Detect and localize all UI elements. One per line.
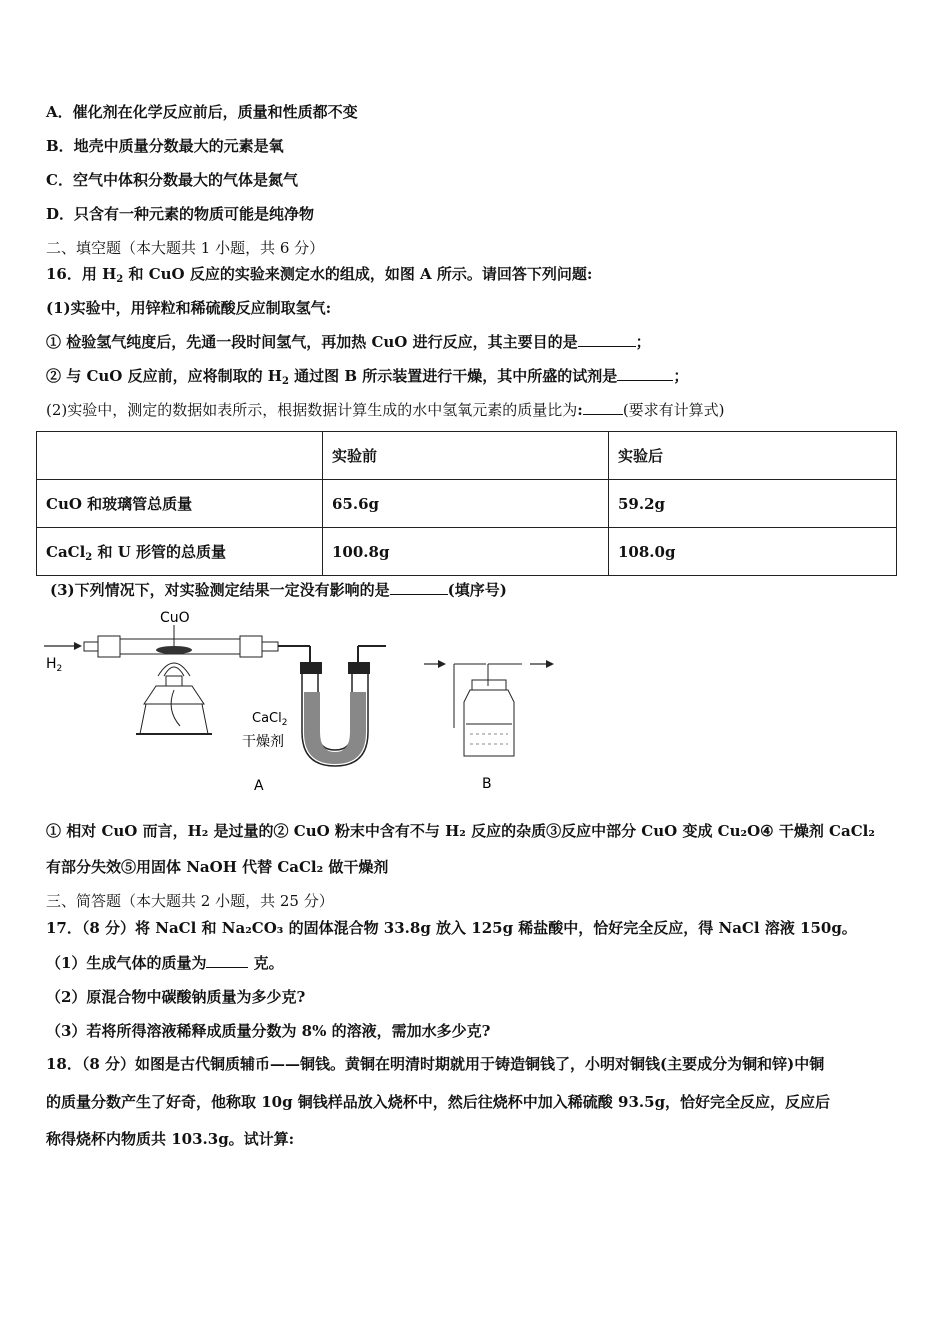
table-row xyxy=(37,432,897,480)
question-17-part2: （2）原混合物中碳酸钠质量为多少克? xyxy=(46,988,306,1006)
table-cell: 59.2g xyxy=(609,480,897,528)
question-16-part1a: ① 检验氢气纯度后，先通一段时间氢气，再加热 CuO 进行反应，其主要目的是 ； xyxy=(46,333,651,351)
label-b: B xyxy=(482,776,492,792)
question-18-line-1: 18．（8 分）如图是古代铜质辅币——铜钱。黄铜在明清时期就用于铸造铜钱了，小明对铜钱(主要成分为铜和锌)中铜 xyxy=(46,1055,825,1073)
table-cell: 65.6g xyxy=(323,480,609,528)
question-18-line-3: 称得烧杯内物质共 103.3g。试计算: xyxy=(46,1130,295,1148)
table-cell: 实验后 xyxy=(609,432,897,480)
data-table xyxy=(36,431,897,576)
table-cell: 实验前 xyxy=(323,432,609,480)
desiccant-label: 干燥剂 xyxy=(242,734,284,750)
table-cell: CuO 和玻璃管总质量 xyxy=(37,480,323,528)
table-row xyxy=(37,480,897,528)
answer-blank[interactable] xyxy=(206,953,248,968)
option-a: A．催化剂在化学反应前后，质量和性质都不变 xyxy=(46,103,358,121)
option-b: B．地壳中质量分数最大的元素是氧 xyxy=(46,137,284,155)
table-cell: 100.8g xyxy=(323,528,609,576)
question-16-part1: (1)实验中，用锌粒和稀硫酸反应制取氢气: xyxy=(46,299,332,317)
cacl2-label: CaCl$_2$ xyxy=(252,711,288,728)
question-17-part3: （3）若将所得溶液稀释成质量分数为 8% 的溶液，需加水多少克? xyxy=(46,1022,491,1040)
question-18-line-2: 的质量分数产生了好奇，他称取 10g 铜钱样品放入烧杯中，然后往烧杯中加入稀硫酸 93.5g，恰好完全反应，反应后 xyxy=(46,1093,831,1111)
answer-blank[interactable] xyxy=(583,400,623,415)
section3-heading: 三、简答题（本大题共 2 小题，共 25 分） xyxy=(46,892,334,910)
table-cell: CaCl$_2$ 和 U 形管的总质量 xyxy=(37,528,323,576)
section2-heading: 二、填空题（本大题共 1 小题，共 6 分） xyxy=(46,239,325,257)
question-16-part2: (2)实验中，测定的数据如表所示，根据数据计算生成的水中氢氧元素的质量比为: (要求有计算式) xyxy=(46,401,725,419)
cuo-label: CuO xyxy=(160,610,190,626)
question-17-part1: （1）生成气体的质量为 克。 xyxy=(46,954,284,972)
option-d: D．只含有一种元素的物质可能是纯净物 xyxy=(46,205,315,223)
table-cell: 108.0g xyxy=(609,528,897,576)
table-cell xyxy=(37,432,323,480)
answer-blank[interactable] xyxy=(390,580,448,595)
question-16-part3: (3)下列情况下，对实验测定结果一定没有影响的是 (填序号) xyxy=(50,581,507,599)
option-c: C．空气中体积分数最大的气体是氮气 xyxy=(46,171,298,189)
choices-line-1: ① 相对 CuO 而言，H₂ 是过量的② CuO 粉末中含有不与 H₂ 反应的杂质③反应中部分 CuO 变成 Cu₂O④ 干燥剂 CaCl₂ xyxy=(46,822,875,840)
table-row xyxy=(37,528,897,576)
question-16-part1b: ② 与 CuO 反应前，应将制取的 $H_2$ 通过图 B 所示装置进行干燥，其中所盛的试剂是 ； xyxy=(46,367,689,387)
label-a: A xyxy=(254,778,264,794)
answer-blank[interactable] xyxy=(578,332,636,347)
question-16: 16．用 $H_2$ 和 CuO 反应的实验来测定水的组成，如图 A 所示。请回答下列问题: xyxy=(46,265,593,285)
apparatus-diagram xyxy=(40,606,580,801)
choices-line-2: 有部分失效⑤用固体 NaOH 代替 CaCl₂ 做干燥剂 xyxy=(46,858,389,876)
question-17: 17．（8 分）将 NaCl 和 Na₂CO₃ 的固体混合物 33.8g 放入 125g 稀盐酸中，恰好完全反应，得 NaCl 溶液 150g。 xyxy=(46,919,857,937)
h2-label: $H_2$ xyxy=(46,656,63,674)
answer-blank[interactable] xyxy=(617,366,673,381)
